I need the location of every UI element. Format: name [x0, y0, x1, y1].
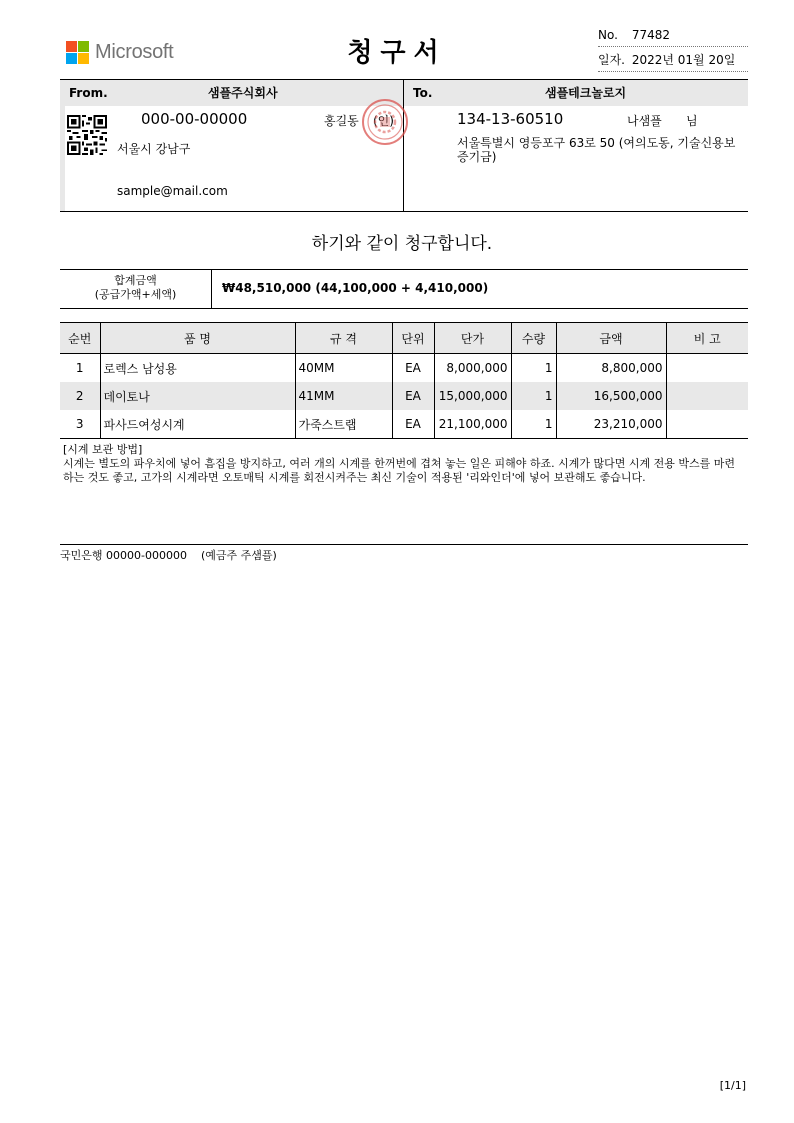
note-title: [시계 보관 방법]: [63, 443, 143, 456]
cell-price: 21,100,000: [434, 410, 511, 439]
invoice-number-value: 77482: [631, 28, 671, 42]
invoice-date: [598, 49, 748, 72]
company-seal-icon: [361, 98, 409, 146]
invoice-number: [598, 24, 748, 47]
col-header-memo: 비 고: [666, 323, 748, 354]
total-label: [60, 270, 212, 308]
cell-spec: 40MM: [295, 354, 392, 383]
col-header-name: 품 명: [100, 323, 295, 354]
total-label-line2: (공급가액+세액): [94, 288, 177, 301]
page-number: [1/1]: [719, 1079, 746, 1092]
logo-text: Microsoft: [95, 40, 174, 63]
to-address-line1: 서울특별시 영등포구 63로 50 (여의도동, 기술신용보: [457, 136, 736, 150]
to-header: [404, 80, 748, 106]
col-header-price: 단가: [434, 323, 511, 354]
cell-unit: EA: [392, 382, 434, 410]
cell-spec: 가죽스트랩: [295, 410, 392, 439]
cell-spec: 41MM: [295, 382, 392, 410]
invoice-date-label: 일자.: [598, 53, 625, 67]
cell-no: 3: [60, 410, 100, 439]
col-header-qty: 수량: [511, 323, 556, 354]
to-address-line2: 증기금): [457, 150, 497, 164]
table-row: [60, 410, 748, 439]
cell-qty: 1: [511, 354, 556, 383]
cell-memo: [666, 410, 748, 439]
table-header-row: [60, 323, 748, 354]
cell-unit: EA: [392, 410, 434, 439]
cell-qty: 1: [511, 382, 556, 410]
to-honorific: 님: [686, 114, 698, 128]
table-row: [60, 382, 748, 410]
cell-name: 로렉스 남성용: [100, 354, 295, 383]
cell-price: 15,000,000: [434, 382, 511, 410]
total-value: ₩48,510,000 (44,100,000 + 4,410,000): [222, 281, 489, 295]
cell-no: 1: [60, 354, 100, 383]
bank-account: 국민은행 00000-000000 (예금주 주샘플): [60, 544, 748, 563]
col-header-spec: 규 격: [295, 323, 392, 354]
total-amount-row: [60, 269, 748, 309]
cell-memo: [666, 382, 748, 410]
note-body: 시계는 별도의 파우치에 넣어 흠집을 방지하고, 여러 개의 시계를 한꺼번에 겹쳐 놓는 일은 피해야 하죠. 시계가 많다면 시계 전용 박스를 마련하는 것도 좋고, 고가의 시계라면 오토매틱 시계를 회전시켜주는 최신 기술이 적용된 '리와인더'에 넣어 보관해도 좋습니다.: [63, 457, 735, 484]
to-label: To.: [413, 86, 433, 100]
to-representative: 나샘플: [627, 114, 662, 128]
from-address: 서울시 강남구: [117, 142, 191, 156]
items-table: [60, 322, 748, 439]
total-label-line1: 합계금액: [114, 274, 157, 287]
invoice-notice: 하기와 같이 청구합니다.: [311, 234, 493, 254]
from-label: From.: [69, 86, 108, 100]
cell-name: 파사드여성시계: [100, 410, 295, 439]
cell-qty: 1: [511, 410, 556, 439]
from-biz-number: 000-00-00000: [141, 110, 248, 128]
from-header: [60, 80, 403, 106]
cell-no: 2: [60, 382, 100, 410]
from-side-bar: [60, 106, 65, 211]
cell-memo: [666, 354, 748, 383]
to-biz-number: 134-13-60510: [457, 110, 564, 128]
cell-amount: 16,500,000: [556, 382, 666, 410]
from-email: sample@mail.com: [117, 184, 228, 198]
note-section: [63, 443, 745, 485]
cell-amount: 8,800,000: [556, 354, 666, 383]
cell-amount: 23,210,000: [556, 410, 666, 439]
document-title: 청구서: [347, 38, 447, 68]
col-header-no: 순번: [60, 323, 100, 354]
col-header-amount: 금액: [556, 323, 666, 354]
from-representative: 홍길동: [324, 114, 359, 128]
from-seal-mark: (인): [373, 114, 394, 128]
table-row: [60, 354, 748, 383]
col-header-unit: 단위: [392, 323, 434, 354]
qr-code-icon: [67, 115, 107, 155]
cell-price: 8,000,000: [434, 354, 511, 383]
cell-unit: EA: [392, 354, 434, 383]
invoice-number-label: No.: [598, 28, 618, 42]
to-company: 샘플테크놀로지: [545, 86, 627, 100]
invoice-date-value: 2022년 01월 20일: [631, 53, 736, 67]
from-company: 샘플주식회사: [208, 86, 278, 100]
cell-name: 데이토나: [100, 382, 295, 410]
